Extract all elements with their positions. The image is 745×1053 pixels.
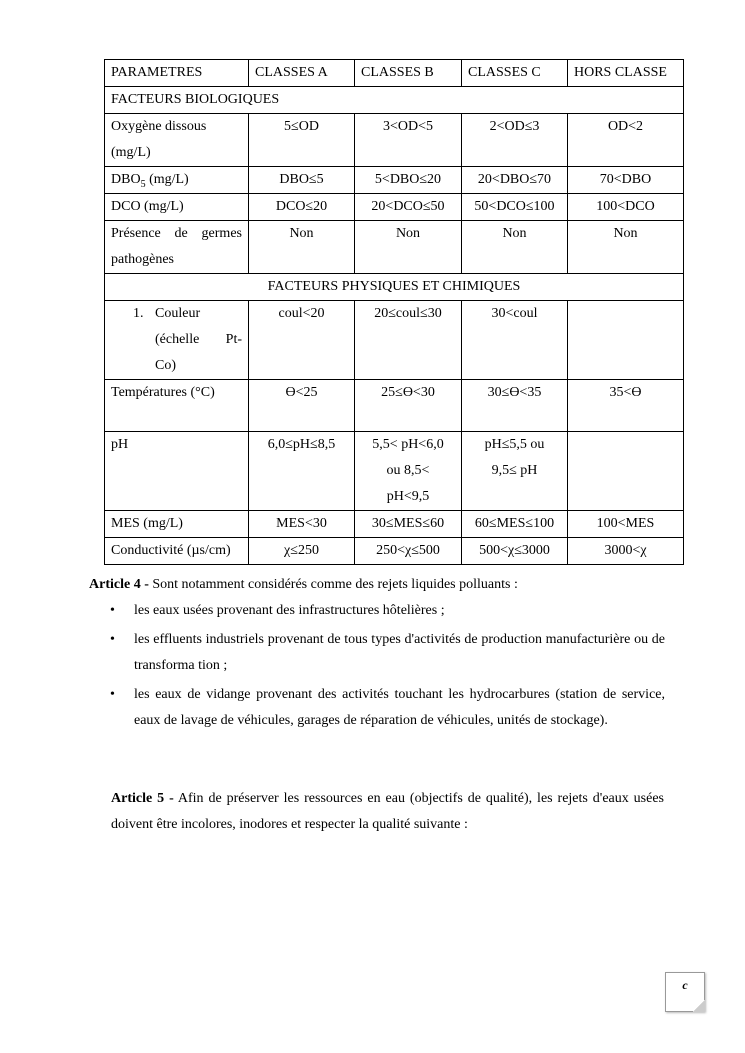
cell-hc: Non — [568, 221, 684, 274]
page-fold-icon — [693, 1000, 705, 1012]
row-label-line: Présence de germes — [111, 226, 242, 241]
list-number: 1. — [133, 306, 144, 321]
cell-hc — [568, 301, 684, 380]
cell-line: pH≤5,5 ou — [484, 437, 545, 452]
cell-a: DBO≤5 — [249, 167, 355, 194]
cell-hc: 35<ϴ — [568, 380, 684, 432]
cell-b: 3<OD<5 — [355, 114, 462, 167]
list-item-text: les eaux usées provenant des infrastructures hôtelières ; — [134, 603, 445, 618]
section-title: FACTEURS BIOLOGIQUES — [105, 87, 684, 114]
table-row-conductivite — [105, 538, 684, 565]
table-row-temperature — [105, 380, 684, 432]
row-label — [105, 301, 249, 380]
cell-c: 2<OD≤3 — [462, 114, 568, 167]
list-item — [110, 627, 665, 679]
table-row-od — [105, 114, 684, 167]
cell-a: MES<30 — [249, 511, 355, 538]
list-item — [110, 598, 665, 624]
header-cell: PARAMETRES — [105, 60, 249, 87]
row-label: DCO (mg/L) — [105, 194, 249, 221]
cell-line: 5,5< pH<6,0 — [372, 437, 444, 452]
cell-line: ou 8,5< — [386, 463, 430, 478]
cell-b: 5<DBO≤20 — [355, 167, 462, 194]
row-label: pH — [105, 432, 249, 511]
bullet-icon: • — [110, 603, 115, 618]
row-label: Températures (°C) — [105, 380, 249, 432]
header-cell: CLASSES B — [355, 60, 462, 87]
row-label: MES (mg/L) — [105, 511, 249, 538]
bullet-icon: • — [110, 687, 115, 702]
cell-c: Non — [462, 221, 568, 274]
page-label: c — [682, 978, 688, 992]
row-label-text: Oxygène dissous — [111, 119, 207, 134]
article-5-paragraph — [111, 786, 664, 838]
article-4-intro — [89, 572, 689, 598]
cell-b: 20≤coul≤30 — [355, 301, 462, 380]
cell-line: 9,5≤ pH — [491, 463, 538, 478]
row-label-line: (mg/L) — [111, 145, 151, 160]
cell-c: 60≤MES≤100 — [462, 511, 568, 538]
cell-a: 6,0≤pH≤8,5 — [249, 432, 355, 511]
cell-hc: 100<DCO — [568, 194, 684, 221]
page-footer-box — [665, 972, 705, 1012]
row-label-line: (échelle Pt- — [155, 332, 242, 347]
cell-a: 5≤OD — [249, 114, 355, 167]
cell-a: DCO≤20 — [249, 194, 355, 221]
cell-c: 20<DBO≤70 — [462, 167, 568, 194]
table-row-dbo — [105, 167, 684, 194]
header-cell: HORS CLASSE — [568, 60, 684, 87]
list-item — [110, 682, 665, 734]
cell-b: 20<DCO≤50 — [355, 194, 462, 221]
row-label-subscript: 5 — [140, 178, 146, 190]
table-row-mes — [105, 511, 684, 538]
table-row-dco — [105, 194, 684, 221]
numbered-label — [111, 301, 242, 379]
row-label-line — [111, 114, 242, 140]
cell-hc: OD<2 — [568, 114, 684, 167]
row-label-line: Couleur — [155, 306, 201, 321]
header-cell: CLASSES C — [462, 60, 568, 87]
section-row-biologiques — [105, 87, 684, 114]
row-label-text: DBO — [111, 172, 141, 187]
row-label — [105, 114, 249, 167]
header-cell: CLASSES A — [249, 60, 355, 87]
cell-hc: 3000<χ — [568, 538, 684, 565]
cell-hc: 70<DBO — [568, 167, 684, 194]
cell-c — [462, 432, 568, 511]
row-label: Conductivité (µs/cm) — [105, 538, 249, 565]
cell-b: 250<χ≤500 — [355, 538, 462, 565]
cell-b — [355, 432, 462, 511]
cell-c: 30≤ϴ<35 — [462, 380, 568, 432]
cell-a: ϴ<25 — [249, 380, 355, 432]
article-4-title: Article 4 - — [89, 577, 149, 592]
cell-a: χ≤250 — [249, 538, 355, 565]
section-title: FACTEURS PHYSIQUES ET CHIMIQUES — [105, 274, 684, 301]
section-row-physiques — [105, 274, 684, 301]
cell-b: 30≤MES≤60 — [355, 511, 462, 538]
row-label-line: Co) — [155, 358, 176, 373]
cell-a: coul<20 — [249, 301, 355, 380]
article-4-bullet-list — [110, 598, 665, 737]
table-header-row — [105, 60, 684, 87]
table-row-couleur — [105, 301, 684, 380]
row-label — [105, 167, 249, 194]
bullet-icon: • — [110, 632, 115, 647]
article-5-text: Afin de préserver les ressources en eau (objectifs de qualité), les rejets d'eaux usées doivent être incolores, inodores et respecter la qualité suivante : — [111, 791, 665, 832]
article-5-title: Article 5 - — [111, 791, 174, 806]
table-row-ph — [105, 432, 684, 511]
row-label-unit: (mg/L) — [145, 172, 189, 187]
article-4-text: Sont notamment considérés comme des rejets liquides polluants : — [148, 577, 518, 592]
cell-c: 30<coul — [462, 301, 568, 380]
list-item-text: les effluents industriels provenant de tous types d'activités de production manufacturière ou de transforma tion ; — [134, 632, 665, 673]
cell-hc — [568, 432, 684, 511]
cell-line: pH<9,5 — [386, 489, 430, 504]
cell-b: Non — [355, 221, 462, 274]
row-label-line: pathogènes — [111, 252, 174, 267]
cell-a: Non — [249, 221, 355, 274]
cell-c: 500<χ≤3000 — [462, 538, 568, 565]
table-row-germes — [105, 221, 684, 274]
parameters-table — [104, 59, 684, 565]
cell-b: 25≤ϴ<30 — [355, 380, 462, 432]
row-label — [105, 221, 249, 274]
list-item-text: les eaux de vidange provenant des activités touchant les hydrocarbures (station de service, eaux de lavage de véhicules, garages de réparation de véhicules, unités de stockage). — [134, 687, 665, 728]
numbered-label-text — [155, 301, 242, 379]
cell-c: 50<DCO≤100 — [462, 194, 568, 221]
cell-hc: 100<MES — [568, 511, 684, 538]
